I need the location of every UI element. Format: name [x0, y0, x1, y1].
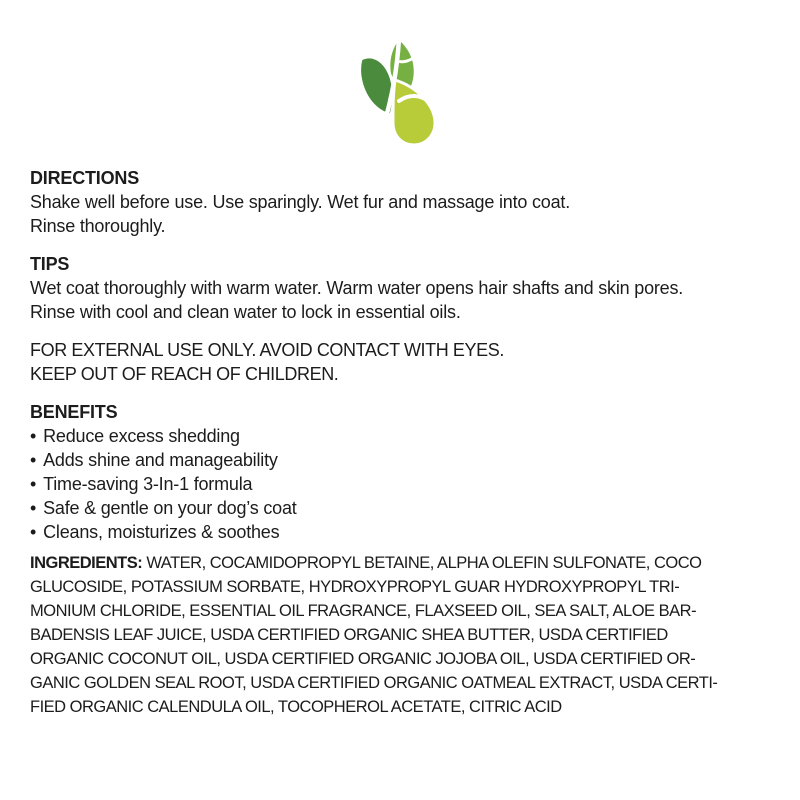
brand-logo [0, 0, 800, 150]
ingredients-line-7: FIED ORGANIC CALENDULA OIL, TOCOPHEROL ACETATE, CITRIC ACID [30, 698, 562, 716]
bullet-icon: • [30, 450, 37, 470]
benefit-item [30, 520, 772, 544]
three-leaf-logo-icon [356, 33, 444, 147]
warning-line-1: FOR EXTERNAL USE ONLY. AVOID CONTACT WITH EYES. [30, 340, 504, 360]
benefit-text: Adds shine and manageability [43, 450, 278, 470]
ingredients-line-5: ORGANIC COCONUT OIL, USDA CERTIFIED ORGANIC JOJOBA OIL, USDA CERTIFIED OR- [30, 650, 696, 668]
bullet-icon: • [30, 498, 37, 518]
tips-section [30, 252, 772, 324]
tips-heading: TIPS [30, 254, 70, 274]
benefit-text: Reduce excess shedding [43, 426, 240, 446]
ingredients-line-2: GLUCOSIDE, POTASSIUM SORBATE, HYDROXYPROPYL GUAR HYDROXYPROPYL TRI- [30, 578, 680, 596]
bullet-icon: • [30, 426, 37, 446]
ingredients-line-6: GANIC GOLDEN SEAL ROOT, USDA CERTIFIED ORGANIC OATMEAL EXTRACT, USDA CERTI- [30, 674, 718, 692]
benefit-item [30, 424, 772, 448]
ingredients-line-1 [30, 551, 772, 575]
ingredients-section [30, 551, 772, 719]
bullet-icon: • [30, 474, 37, 494]
benefit-item [30, 448, 772, 472]
benefits-section [30, 400, 772, 544]
ingredients-text: WATER, COCAMIDOPROPYL BETAINE, ALPHA OLEFIN SULFONATE, COCO [142, 554, 702, 572]
ingredients-line-4: BADENSIS LEAF JUICE, USDA CERTIFIED ORGANIC SHEA BUTTER, USDA CERTIFIED [30, 626, 668, 644]
warning-line-2: KEEP OUT OF REACH OF CHILDREN. [30, 364, 339, 384]
directions-section [30, 166, 772, 238]
benefit-text: Time-saving 3-In-1 formula [43, 474, 253, 494]
benefits-list [30, 424, 772, 544]
benefit-item [30, 496, 772, 520]
benefit-text: Safe & gentle on your dog’s coat [43, 498, 297, 518]
benefits-heading: BENEFITS [30, 402, 118, 422]
directions-line-2: Rinse thoroughly. [30, 216, 166, 236]
tips-line-1: Wet coat thoroughly with warm water. Warm water opens hair shafts and skin pores. [30, 278, 684, 298]
benefit-text: Cleans, moisturizes & soothes [43, 522, 280, 542]
directions-heading: DIRECTIONS [30, 168, 140, 188]
label-content [0, 166, 800, 719]
directions-line-1: Shake well before use. Use sparingly. Wet fur and massage into coat. [30, 192, 571, 212]
bullet-icon: • [30, 522, 37, 542]
benefit-item [30, 472, 772, 496]
warning-section [30, 338, 772, 386]
tips-line-2: Rinse with cool and clean water to lock in essential oils. [30, 302, 461, 322]
ingredients-label: INGREDIENTS: [30, 554, 143, 572]
ingredients-line-3: MONIUM CHLORIDE, ESSENTIAL OIL FRAGRANCE, FLAXSEED OIL, SEA SALT, ALOE BAR- [30, 602, 697, 620]
